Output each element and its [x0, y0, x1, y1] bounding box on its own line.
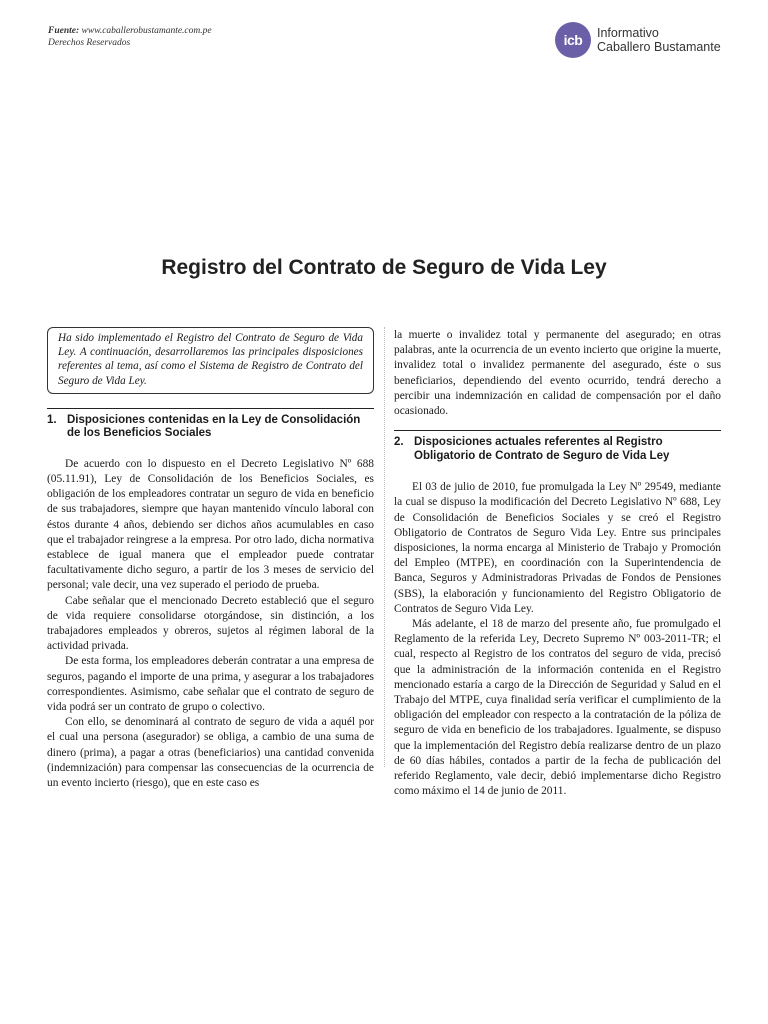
logo-text [597, 26, 721, 54]
section-1-number: 1. [47, 413, 57, 426]
section-1-heading [47, 408, 374, 441]
paragraph-continuation: la muerte o invalidez total y permanente del asegurado; en otras palabras, ante la ocurrencia de un evento incierto que origine la muerte, invalidez total o invalidez permanente del asegurado, éste o sus beneficiarios, dependiendo del evento ocurrido, tendrá derecho a percibir una indemnización en calidad de compensación por el daño ocasionado. [394, 329, 721, 418]
section-2-title: Disposiciones actuales referentes al Registro Obligatorio de Contrato de Seguro de Vida Ley [414, 436, 670, 462]
right-column [394, 328, 721, 799]
section-2-number: 2. [394, 436, 404, 449]
left-column [47, 327, 374, 791]
section-1-title: Disposiciones contenidas en la Ley de Consolidación de los Beneficios Sociales [67, 413, 361, 440]
paragraph: De esta forma, los empleadores deberán contratar a una empresa de seguros, pagando el importe de una prima, y asegurar a los trabajadores correspondientes. Asimismo, cabe señalar que el contrato de seguro de vida podrá ser un contrato de grupo o colectivo. [47, 655, 374, 714]
paragraph: De acuerdo con lo dispuesto en el Decreto Legislativo Nº 688 (05.11.91), Ley de Consolidación de los Beneficios Sociales, es obligación de los empleadores contratar un seguro de vida en beneficio de sus trabajadores, siempre que hayan mantenido vínculo laboral con éstos durante 4 años, debiendo ser dichos años acumulables en caso que el trabajador reingrese a la empresa. Por otro lado, dicha normativa establece de igual manera que el empleador puede contratar facultativamente dicho seguro, a partir de los 3 meses de servicio del personal; vale decir, una vez superado el periodo de prueba. [47, 457, 374, 592]
source-note [48, 25, 212, 49]
source-url[interactable]: www.caballerobustamante.com.pe [81, 26, 212, 36]
article-title: Registro del Contrato de Seguro de Vida Ley [161, 256, 607, 279]
paragraph: Con ello, se denominará al contrato de seguro de vida a aquél por el cual una persona (asegurador) se obliga, a cambio de una suma de dinero (prima), a pagar a otras (beneficiarios) una cantidad convenida (indemnización) para compensar las consecuencias de la ocurrencia de un evento incierto (riesgo), que en este caso es [47, 716, 374, 790]
source-label: Fuente: [48, 26, 80, 36]
rights-note: Derechos Reservados [48, 38, 131, 48]
paragraph: Más adelante, el 18 de marzo del presente año, fue promulgado el Reglamento de la referida Ley, Decreto Supremo Nº 003-2011-TR; el cual, respecto al Registro de los contratos del seguro de vida, precisó que la administración de la información contenida en el Registro mencionado estaría a cargo de la Dirección de Seguridad y Salud en el Trabajo del MTPE, cuya finalidad sería verificar el cumplimiento de la obligación del empleador con respecto a la contratación de la póliza de seguro de vida en beneficio de los trabajadores. Igualmente, se dispuso que la implementación del Registro debía realizarse dentro de un plazo de 60 días hábiles, contados a partir de la fecha de publicación del referido Reglamento, vale decir, debió implementarse dicho Registro como máximo el 14 de junio de 2011. [394, 618, 721, 798]
publisher-logo [555, 22, 721, 58]
paragraph: Cabe señalar que el mencionado Decreto estableció que el seguro de vida requiere consolidarse otorgándose, sin distinción, a los trabajadores empleados y obreros, sujetos al régimen laboral de la actividad privada. [47, 594, 374, 653]
paragraph: El 03 de julio de 2010, fue promulgada la Ley Nº 29549, mediante la cual se dispuso la modificación del Decreto Legislativo Nº 688, Ley de Consolidación de Beneficios Sociales y se creó el Registro Obligatorio de Contratos de Seguro Vida Ley. Entre sus principales disposiciones, la norma encarga al Ministerio de Trabajo y Promoción del Empleo (MTPE), en coordinación con la Superintendencia de Banca, Seguros y Administradoras Privadas de Fondos de Pensiones (SBS), la elaboración y funcionamiento del Registro Obligatorio de Contratos de Seguro Vida Ley. [394, 481, 721, 615]
icb-logo-icon: icb [555, 22, 591, 58]
logo-line-2: Caballero Bustamante [597, 40, 721, 54]
abstract-box: Ha sido implementado el Registro del Contrato de Seguro de Vida Ley. A continuación, desarrollaremos las principales disposiciones referentes al tema, así como el Sistema de Registro de Contrato del Seguro de Vida Ley. [47, 327, 374, 394]
section-2-heading [394, 430, 721, 463]
logo-line-1: Informativo [597, 26, 659, 40]
column-divider [384, 327, 385, 767]
